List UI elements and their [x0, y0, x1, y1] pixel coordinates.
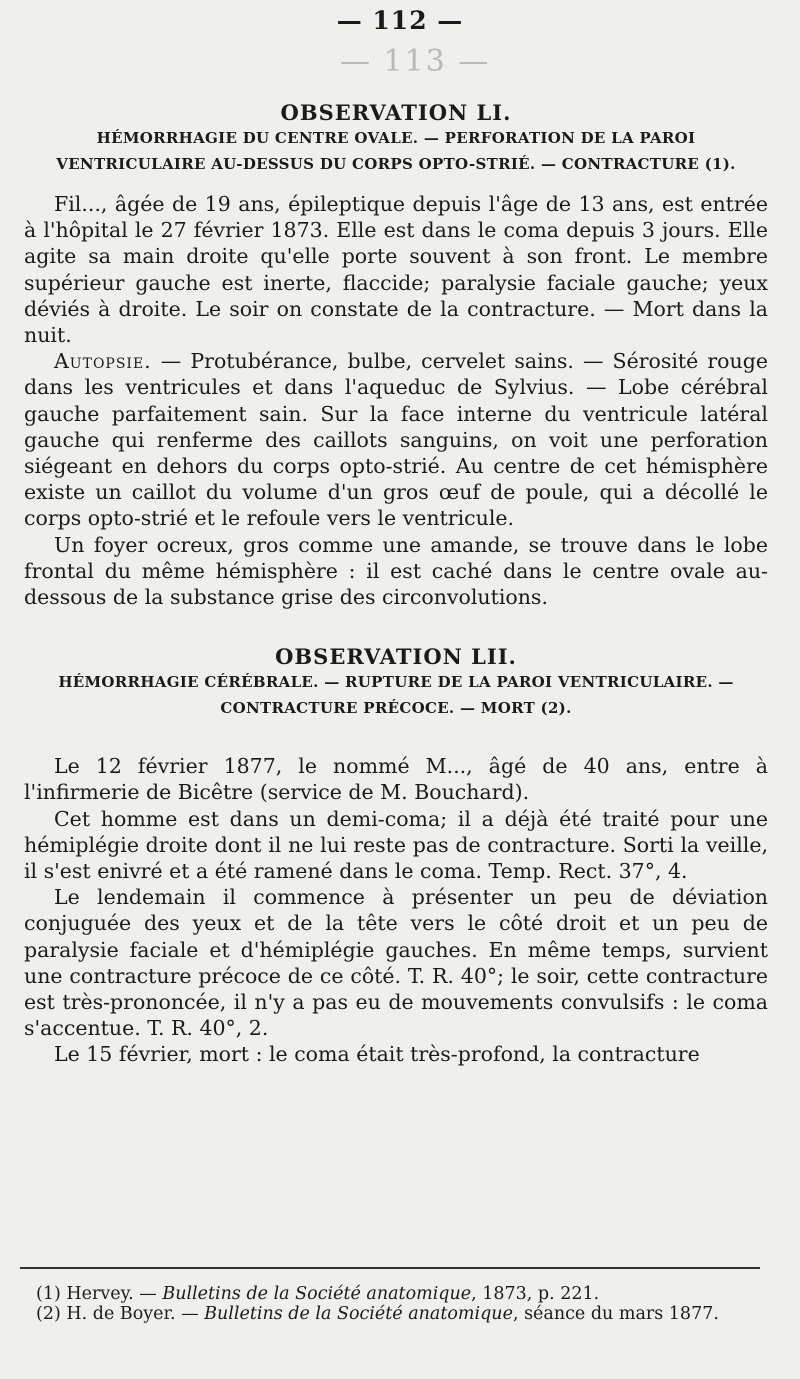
observation-51-paragraph-1: Fil..., âgée de 19 ans, épileptique depuis l'âge de 13 ans, est entrée à l'hôpital le 27 février 1873. Elle est dans le coma depuis 3 jours. Elle agite sa main droite qu'elle porte souvent à son front. Le membre supérieur gauche est inerte, flaccide; paralysie faciale gauche; yeux déviés à droite. Le soir on constate de la contracture. — Mort dans la nuit. [24, 192, 768, 348]
footnote-1 [36, 1284, 760, 1304]
footnote-1-marker: (1) Hervey. — [36, 1284, 163, 1304]
footnote-1-tail: , 1873, p. 221. [471, 1284, 600, 1304]
observation-51-paragraph-2 [24, 348, 768, 531]
observation-51-paragraph-3: Un foyer ocreux, gros comme une amande, se trouve dans le lobe frontal du même hémisphère : il est caché dans le centre ovale au-dessous de la substance grise des circonvolutions. [24, 532, 768, 610]
footnote-2-source: Bulletins de la Société anatomique [204, 1304, 513, 1324]
observation-52-paragraph-2: Cet homme est dans un demi-coma; il a déjà été traité pour une hémiplégie droite dont il ne lui reste pas de contracture. Sorti la veille, il s'est enivré et a été ramené dans le coma. Temp. Rect. 37°, 4. [24, 806, 768, 884]
observation-52-title: OBSERVATION LII. [275, 644, 517, 670]
footnote-2 [36, 1304, 760, 1324]
page-number: — 112 — [336, 6, 464, 35]
footnotes [36, 1284, 760, 1324]
footnote-2-tail: , séance du mars 1877. [512, 1304, 719, 1324]
bleed-through-page-number: — 113 — [340, 44, 491, 79]
observation-51-title: OBSERVATION LI. [280, 100, 512, 125]
observation-52-paragraph-1: Le 12 février 1877, le nommé M..., âgé de 40 ans, entre à l'infirmerie de Bicêtre (service de M. Bouchard). [24, 754, 768, 805]
main-text [24, 100, 768, 1068]
autopsie-text: — Protubérance, bulbe, cervelet sains. — Sérosité rouge dans les ventricules et dans l'aqueduc de Sylvius. — Lobe cérébral gauche parfaitement sain. Sur la face interne du ventricule latéral gauche qui renferme des caillots sanguins, on voit une perforation siégeant en dehors du corps opto-strié. Au centre de cet hémisphère existe un caillot du volume d'un gros œuf de poule, qui a décollé le corps opto-strié et le refoule vers le ventricule. [24, 349, 768, 531]
footnote-divider [20, 1267, 760, 1269]
autopsie-label: Autopsie. [54, 349, 152, 374]
footnote-2-marker: (2) H. de Boyer. — [36, 1304, 205, 1324]
observation-52-paragraph-4: Le 15 février, mort : le coma était très-profond, la contracture [54, 1042, 700, 1067]
footnote-1-source: Bulletins de la Société anatomique [162, 1284, 472, 1304]
observation-52-subtitle: HÉMORRHAGIE CÉRÉBRALE. — RUPTURE DE LA PAROI VENTRICULAIRE. — CONTRACTURE PRÉCOCE. — MORT (2). [58, 673, 734, 718]
observation-52-paragraph-3: Le lendemain il commence à présenter un peu de déviation conjuguée des yeux et de la tête vers le côté droit et un peu de paralysie faciale et d'hémiplégie gauches. En même temps, survient une contracture précoce de ce côté. T. R. 40°; le soir, cette contracture est très-prononcée, il n'y a pas eu de mouvements convulsifs : le coma s'accentue. T. R. 40°, 2. [24, 885, 768, 1041]
observation-51-subtitle: HÉMORRHAGIE DU CENTRE OVALE. — PERFORATION DE LA PAROI VENTRICULAIRE AU-DESSUS DU CORPS OPTO-STRIÉ. — CONTRACTURE (1). [56, 129, 736, 173]
